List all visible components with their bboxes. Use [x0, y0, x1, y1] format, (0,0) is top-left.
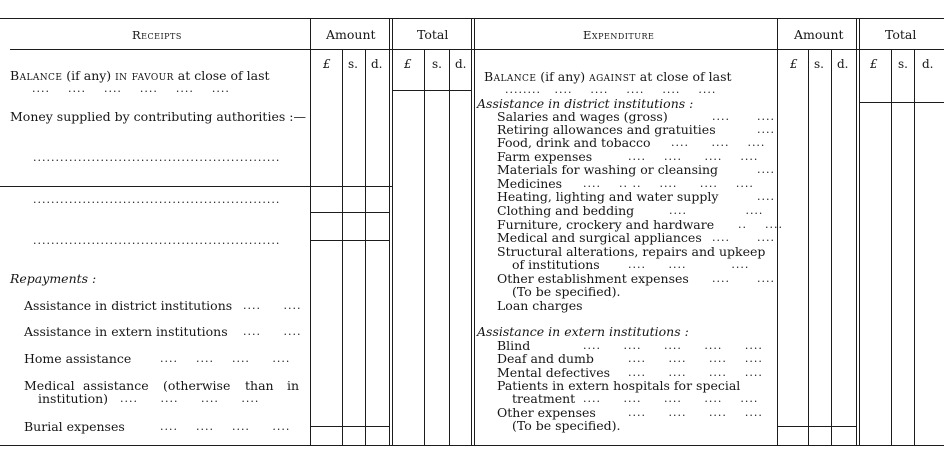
repayment-medical-leader: .... .... .... ....	[120, 392, 260, 405]
extern-item-patients-line-2: treatment	[512, 391, 576, 406]
district-item-structural-leader: .... .... ....	[628, 258, 750, 271]
repayment-district-institutions: Assistance in district institutions	[24, 298, 233, 313]
repayment-medical-assistance-word-5: in	[287, 378, 300, 393]
district-item-salaries-leader: .... ....	[712, 110, 775, 123]
expenditure-final-amount-rule	[777, 426, 857, 427]
district-item-retiring: Retiring allowances and gratuities	[497, 122, 716, 137]
receipts-total-s-divider	[424, 49, 425, 445]
top-rule	[0, 18, 944, 19]
authority-entry-line-3: .......................................................	[33, 234, 281, 247]
authority-entry-line-2: .......................................................	[33, 193, 281, 206]
repayment-extern-institutions: Assistance in extern institutions	[24, 324, 228, 339]
receipts-subtotal-rule	[0, 186, 392, 187]
expenditure-amount-pence: d.	[837, 57, 849, 71]
repayment-district-leader: .... ....	[243, 299, 302, 312]
district-item-structural-line-2: of institutions	[512, 257, 600, 272]
receipts-amount-divider	[310, 18, 311, 445]
repayment-medical-assistance-word-2: assistance	[83, 378, 149, 393]
repayment-home-leader: .... .... .... ....	[160, 352, 291, 365]
district-item-food-leader: .... .... ....	[671, 136, 766, 149]
expenditure-total-pounds: £	[870, 57, 878, 71]
extern-item-patients-leader: .... .... .... .... ....	[583, 392, 759, 405]
expenditure-header: Expenditure	[583, 28, 655, 42]
center-divider	[471, 18, 472, 445]
district-item-farm-leader: .... .... .... ....	[628, 150, 759, 163]
district-item-structural: Structural alterations, repairs and upkeep	[497, 244, 766, 259]
repayments-heading: Repayments :	[10, 271, 97, 286]
repayment-medical-assistance-line-2: institution)	[38, 391, 109, 406]
district-item-farm: Farm expenses	[497, 149, 593, 164]
receipts-amount-pence: d.	[371, 57, 383, 71]
district-item-heating-leader: ....	[757, 190, 775, 203]
district-item-medicines-leader: .... .. .. .... .... ....	[583, 177, 754, 190]
receipts-total-d-divider	[449, 49, 450, 445]
extern-item-blind: Blind	[497, 338, 531, 353]
receipts-amount-rule	[310, 212, 390, 213]
repayment-extern-leader: .... ....	[243, 325, 302, 338]
receipts-header: Receipts	[132, 28, 182, 42]
header-rule	[10, 49, 944, 50]
expenditure-amount-divider	[777, 18, 778, 445]
receipts-total-header: Total	[417, 27, 449, 42]
district-item-clothing: Clothing and bedding	[497, 203, 635, 218]
district-item-salaries: Salaries and wages (gross)	[497, 109, 668, 124]
district-item-furniture: Furniture, crockery and hardware	[497, 217, 715, 232]
repayment-medical-assistance-word-3: (otherwise	[163, 378, 231, 393]
repayment-home-assistance: Home assistance	[24, 351, 132, 366]
district-item-medical-appliances: Medical and surgical appliances	[497, 230, 702, 245]
expenditure-balance-line: Balance (if any) against at close of last	[484, 69, 732, 84]
expenditure-total-header: Total	[885, 27, 917, 42]
district-item-furniture-leader: .. ....	[738, 218, 783, 231]
district-item-medicines: Medicines	[497, 176, 563, 191]
district-item-food: Food, drink and tobacco	[497, 135, 651, 150]
repayment-burial-expenses: Burial expenses	[24, 419, 125, 434]
authority-entry-line-1: .......................................................	[33, 151, 281, 164]
expenditure-amount-shillings: s.	[814, 57, 824, 71]
expenditure-amount-s-divider	[808, 49, 809, 445]
expenditure-total-s-divider	[891, 49, 892, 445]
receipts-amount-pounds: £	[323, 57, 331, 71]
district-item-heating: Heating, lighting and water supply	[497, 189, 719, 204]
receipts-total-pence: d.	[455, 57, 467, 71]
extern-item-other: Other expenses	[497, 405, 596, 420]
extern-item-deaf-leader: .... .... .... ....	[628, 352, 763, 365]
extern-institutions-heading: Assistance in extern institutions :	[477, 324, 689, 339]
extern-item-mental: Mental defectives	[497, 365, 611, 380]
district-item-other-establishment: Other establishment expenses	[497, 271, 689, 286]
expenditure-total-d-divider	[914, 49, 915, 445]
expenditure-total-shillings: s.	[898, 57, 908, 71]
money-supplied-label: Money supplied by contributing authorities :—	[10, 109, 306, 124]
expenditure-total-rule	[860, 102, 944, 103]
district-item-other-establishment-leader: .... ....	[712, 272, 775, 285]
expenditure-total-divider-double	[859, 18, 860, 445]
receipts-final-amount-rule	[310, 426, 390, 427]
receipts-total-divider-double	[392, 18, 393, 445]
district-item-materials-leader: ....	[757, 163, 775, 176]
receipts-total-shillings: s.	[432, 57, 442, 71]
center-divider-double	[474, 18, 475, 445]
extern-item-mental-leader: .... .... .... ....	[628, 366, 763, 379]
district-item-materials: Materials for washing or cleansing	[497, 162, 719, 177]
receipts-amount-shillings: s.	[348, 57, 358, 71]
receipts-amount-d-divider	[365, 49, 366, 445]
district-item-loan-charges: Loan charges	[497, 298, 583, 313]
expenditure-total-divider	[856, 18, 857, 445]
bottom-rule	[0, 445, 944, 446]
receipts-amount-header: Amount	[326, 27, 376, 42]
expenditure-total-pence: d.	[922, 57, 934, 71]
receipts-total-divider	[389, 18, 390, 445]
extern-item-deaf: Deaf and dumb	[497, 351, 594, 366]
extern-item-blind-leader: .... .... .... .... ....	[583, 339, 763, 352]
repayment-medical-assistance-word-1: Medical	[24, 378, 75, 393]
district-item-retiring-leader: ....	[757, 123, 775, 136]
receipts-amount-rule-2	[310, 240, 390, 241]
expenditure-amount-header: Amount	[794, 27, 844, 42]
repayment-medical-assistance-word-4: than	[245, 378, 274, 393]
extern-item-other-leader: .... .... .... ....	[628, 406, 763, 419]
district-item-medical-appliances-leader: .... ....	[712, 231, 775, 244]
expenditure-amount-pounds: £	[790, 57, 798, 71]
repayment-burial-leader: .... .... .... ....	[160, 420, 291, 433]
extern-item-other-line-2: (To be specified).	[512, 418, 621, 433]
receipts-total-pounds: £	[404, 57, 412, 71]
receipts-amount-s-divider	[342, 49, 343, 445]
district-item-clothing-leader: .... ....	[669, 204, 764, 217]
district-institutions-heading: Assistance in district institutions :	[477, 96, 694, 111]
expenditure-amount-d-divider	[831, 49, 832, 445]
receipts-total-rule-1	[393, 90, 471, 91]
extern-item-patients: Patients in extern hospitals for special	[497, 378, 741, 393]
receipts-balance-leader: .... .... .... .... .... ....	[32, 82, 230, 95]
receipts-balance-line: Balance (if any) in favour at close of last	[10, 68, 270, 83]
district-item-other-establishment-line-2: (To be specified).	[512, 284, 621, 299]
expenditure-balance-leader: ........ .... .... .... .... ....	[505, 83, 717, 96]
